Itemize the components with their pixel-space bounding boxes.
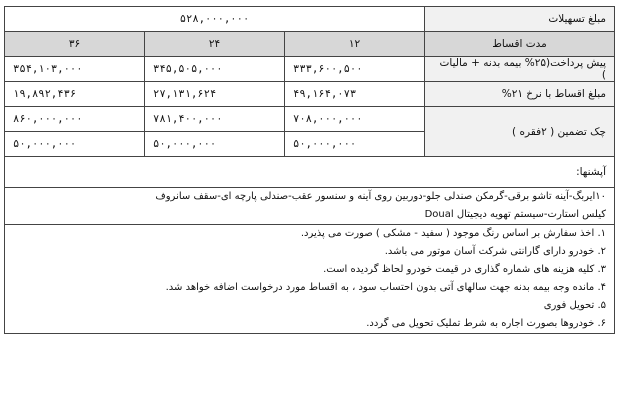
cheque-12-a: ۷۰۸,۰۰۰,۰۰۰ — [285, 107, 425, 132]
prepayment-24: ۳۴۵,۵۰۵,۰۰۰ — [145, 57, 285, 82]
monthly-row — [5, 82, 615, 107]
prepayment-36: ۳۵۴,۱۰۳,۰۰۰ — [5, 57, 145, 82]
term-12: ۱۲ — [285, 32, 425, 57]
cheque-36-b: ۵۰,۰۰۰,۰۰۰ — [5, 132, 145, 157]
note-4: ۴. مانده وجه بیمه بدنه جهت سالهای آتی بدون احتساب سود ، به اقساط مورد درخواست اضافه خواهد شد. — [165, 282, 607, 293]
installments-row — [5, 32, 615, 57]
options-title-row — [5, 157, 615, 188]
cheque-12-b: ۵۰,۰۰۰,۰۰۰ — [285, 132, 425, 157]
monthly-24: ۲۷,۱۳۱,۶۲۴ — [145, 82, 285, 107]
term-36: ۳۶ — [5, 32, 145, 57]
prepayment-12: ۳۳۳,۶۰۰,۵۰۰ — [285, 57, 425, 82]
monthly-12: ۴۹,۱۶۴,۰۷۳ — [285, 82, 425, 107]
cheque-label: چک تضمین ( ۲فقره ) — [425, 107, 615, 157]
facility-table — [4, 6, 615, 334]
cheque-row-1 — [5, 107, 615, 132]
price-sheet — [4, 6, 614, 408]
monthly-36: ۱۹,۸۹۲,۴۳۶ — [5, 82, 145, 107]
note-5: ۵. تحویل فوری — [543, 300, 607, 311]
monthly-label: مبلغ اقساط با نرخ ۲۱% — [425, 82, 615, 107]
cheque-24-b: ۵۰,۰۰۰,۰۰۰ — [145, 132, 285, 157]
facility-row — [5, 7, 615, 32]
prepayment-row — [5, 57, 615, 82]
options-row — [5, 188, 615, 225]
prepayment-label: پیش پرداخت(۲۵% بیمه بدنه + مالیات ) — [425, 57, 615, 82]
facility-label: مبلغ تسهیلات — [425, 7, 615, 32]
installments-label: مدت اقساط — [425, 32, 615, 57]
note-3: ۳. کلیه هزینه های شماره گذاری در قیمت خودرو لحاظ گردیده است. — [323, 264, 607, 275]
term-24: ۲۴ — [145, 32, 285, 57]
note-6: ۶. خودروها بصورت اجاره به شرط تملیک تحویل می گردد. — [366, 318, 607, 329]
notes-row — [5, 225, 615, 334]
options-cell — [5, 188, 615, 225]
cheque-24-a: ۷۸۱,۴۰۰,۰۰۰ — [145, 107, 285, 132]
facility-amount: ۵۲۸,۰۰۰,۰۰۰ — [5, 7, 425, 32]
note-1: ۱. اخذ سفارش بر اساس رنگ موجود ( سفید - مشکی ) صورت می پذیرد. — [300, 228, 607, 239]
cheque-36-a: ۸۶۰,۰۰۰,۰۰۰ — [5, 107, 145, 132]
note-2: ۲. خودرو دارای گارانتی شرکت آسان موتور می باشد. — [384, 246, 607, 257]
options-line-2: کیلس استارت-سیستم تهویه دیجیتال Doual — [424, 209, 607, 220]
notes-cell — [5, 225, 615, 334]
options-line-1: ۱۰ایربگ-آینه تاشو برقی-گرمکن صندلی جلو-دوربین روی آینه و سنسور عقب-صندلی پارچه ای-سقف سانروف — [155, 191, 607, 202]
options-title: آپشنها: — [5, 157, 615, 188]
